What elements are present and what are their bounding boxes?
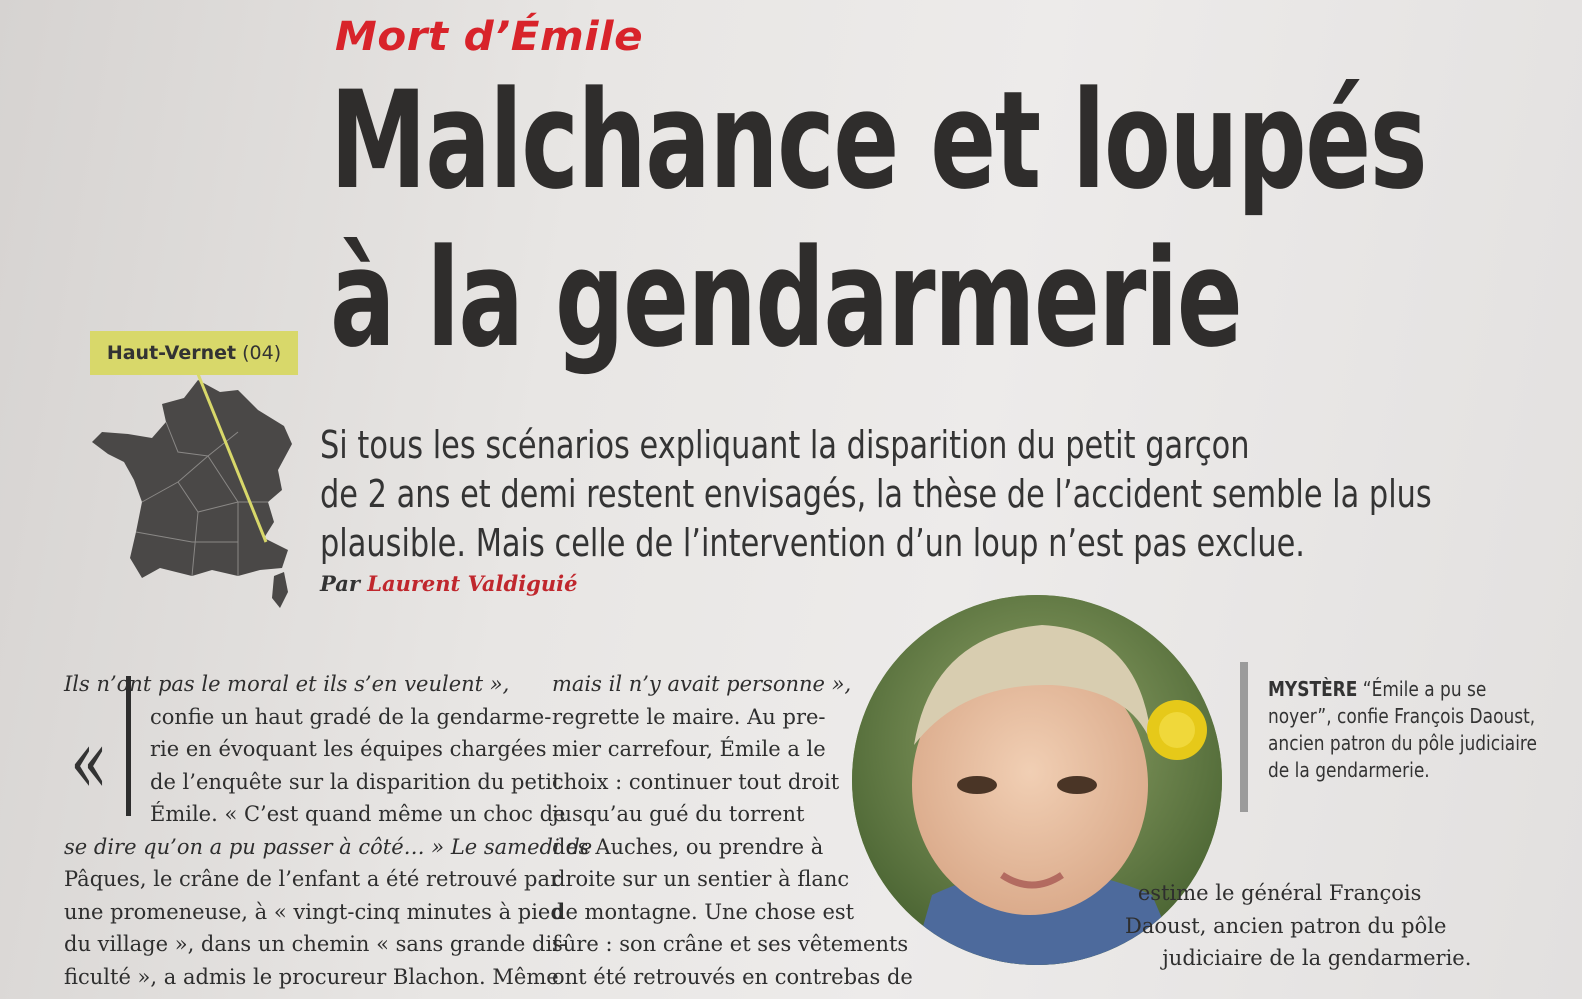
- photo-caption: [1268, 676, 1549, 784]
- body-line: sûre : son crâne et ses vêtements: [552, 932, 909, 956]
- body-line: du village », dans un chemin « sans grande dif-: [64, 932, 567, 956]
- body-line: regrette le maire. Au pre-: [552, 704, 826, 729]
- body-line: confie un haut gradé de la gendarme-: [150, 704, 552, 729]
- body-line: mais il n’y avait personne »,: [552, 672, 852, 696]
- body-line: Ils n’ont pas le moral et ils s’en veulent »,: [64, 672, 510, 696]
- standfirst: [320, 421, 1440, 568]
- standfirst-line: Si tous les scénarios expliquant la disparition du petit garçon: [320, 423, 1250, 467]
- body-column-3: [1125, 877, 1471, 975]
- caption-tag: MYSTÈRE: [1268, 677, 1358, 701]
- byline-author: Laurent Valdiguié: [367, 571, 578, 596]
- body-line: ont été retrouvés en contrebas de: [552, 964, 913, 989]
- france-map: [88, 372, 298, 612]
- body-line: mier carrefour, Émile a le: [552, 737, 826, 761]
- body-line: jusqu’au gué du torrent: [552, 802, 805, 826]
- headline: [330, 62, 1427, 378]
- body-line: une promeneuse, à « vingt-cinq minutes à pied: [64, 899, 564, 924]
- opening-quote-mark: «: [70, 710, 108, 813]
- body-line: ficulté », a admis le procureur Blachon. Même: [64, 964, 559, 989]
- body-line: droite sur un sentier à flanc: [552, 867, 850, 891]
- headline-line-2: à la gendarmerie: [330, 220, 1242, 377]
- headline-line-1: Malchance et loupés: [330, 62, 1427, 219]
- body-line: Pâques, le crâne de l’enfant a été retrouvé par: [64, 867, 561, 891]
- body-column-1: [64, 668, 592, 993]
- location-tag: [90, 331, 298, 375]
- body-line: judiciaire de la gendarmerie.: [1162, 946, 1472, 970]
- location-name: Haut-Vernet: [106, 342, 237, 364]
- body-line: rie en évoquant les équipes chargées: [150, 737, 547, 761]
- corsica: [272, 572, 288, 608]
- dandelion-flower: [1147, 700, 1207, 760]
- body-line: de montagne. Une chose est: [552, 899, 855, 924]
- byline: [320, 571, 577, 596]
- location-code: (04): [242, 342, 282, 364]
- standfirst-line: de 2 ans et demi restent envisagés, la thèse de l’accident semble la plus: [320, 472, 1432, 516]
- body-line: des Auches, ou prendre à: [552, 834, 824, 859]
- france-silhouette: [92, 380, 292, 578]
- body-line: estime le général François: [1137, 881, 1422, 905]
- body-line: se dire qu’on a pu passer à côté… » Le samedi de: [64, 834, 593, 859]
- caption-rule: [1240, 662, 1248, 812]
- body-line: de l’enquête sur la disparition du petit: [150, 769, 561, 794]
- body-line: Daoust, ancien patron du pôle: [1125, 913, 1447, 938]
- body-line: Émile. « C’est quand même un choc de: [150, 802, 566, 826]
- caption-text: “Émile a pu se noyer”, confie François Daoust, ancien patron du pôle judiciaire de la gendarmerie.: [1268, 677, 1538, 782]
- kicker: Mort d’Émile: [335, 14, 644, 60]
- body-line: choix : continuer tout droit: [552, 769, 840, 794]
- standfirst-line: plausible. Mais celle de l’intervention d’un loup n’est pas exclue.: [320, 521, 1305, 565]
- byline-prefix: Par: [320, 571, 360, 596]
